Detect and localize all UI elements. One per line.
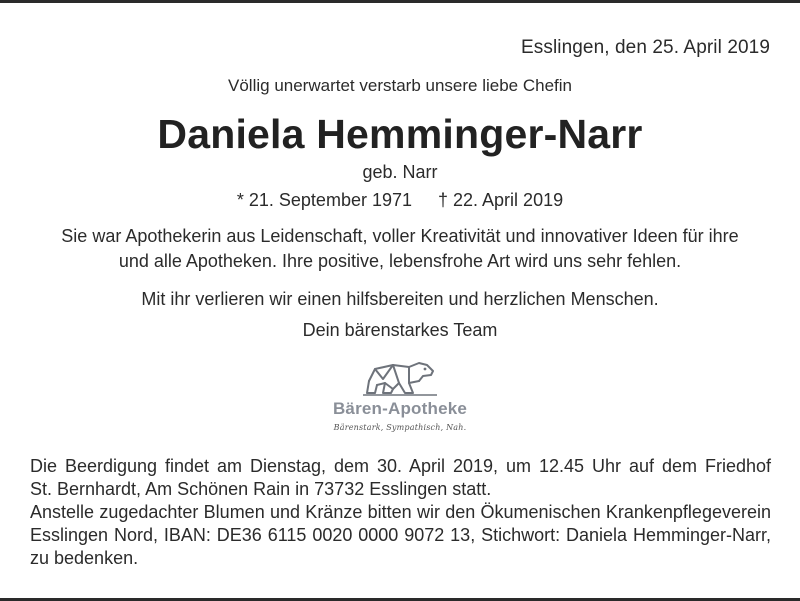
polar-bear-icon: [363, 359, 437, 397]
brand-tagline: Bärenstark, Sympathisch, Nah.: [333, 423, 467, 432]
life-dates: [0, 190, 800, 211]
donation-line: Esslingen Nord, IBAN: DE36 6115 0020 0000 9072 13, Stichwort: Daniela Hemminger-Narr,: [30, 525, 771, 545]
intro-line: Völlig unerwartet verstarb unsere liebe Chefin: [228, 76, 572, 95]
signature: Dein bärenstarkes Team: [302, 320, 498, 340]
maiden-name: geb. Narr: [362, 162, 438, 182]
tribute-paragraph: [0, 224, 800, 274]
tribute-line: Sie war Apothekerin aus Leidenschaft, voller Kreativität und innovativer Ideen für ihre: [61, 226, 739, 246]
donation-line: Anstelle zugedachter Blumen und Kränze bitten wir den Ökumenischen Krankenpflegeverein: [30, 502, 771, 522]
pharmacy-logo: [329, 355, 471, 441]
birth-date: * 21. September 1971: [236, 190, 412, 210]
tribute-line: und alle Apotheken. Ihre positive, lebensfrohe Art wird uns sehr fehlen.: [118, 251, 682, 271]
brand-name: Bären-Apotheke: [332, 399, 468, 418]
donation-line: zu bedenken.: [30, 548, 139, 568]
funeral-line: St. Bernhardt, Am Schönen Rain in 73732 Esslingen statt.: [30, 479, 492, 499]
tribute-closing: Mit ihr verlieren wir einen hilfsbereiten und herzlichen Menschen.: [141, 289, 659, 309]
funeral-line: Die Beerdigung findet am Dienstag, dem 30. April 2019, um 12.45 Uhr auf dem Friedhof: [30, 456, 771, 476]
funeral-details: [30, 455, 771, 570]
deceased-name: Daniela Hemminger-Narr: [157, 111, 643, 157]
death-date: † 22. April 2019: [438, 190, 564, 210]
place-date: Esslingen, den 25. April 2019: [520, 37, 770, 58]
